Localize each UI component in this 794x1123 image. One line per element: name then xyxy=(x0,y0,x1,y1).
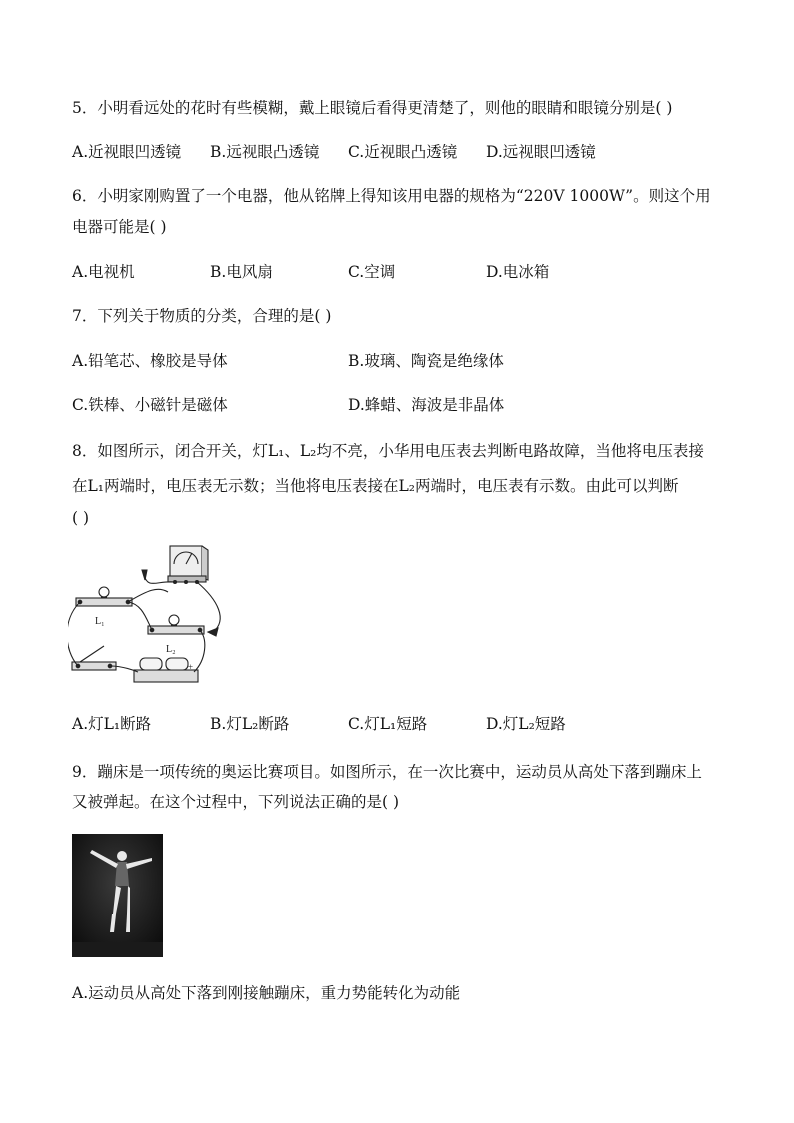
q5-option-d: D.远视眼凹透镜 xyxy=(486,143,596,161)
q8-option-a: A.灯L₁断路 xyxy=(72,715,152,733)
q5-stem: 5．小明看远处的花时有些模糊，戴上眼镜后看得更清楚了，则他的眼睛和眼镜分别是( ) xyxy=(72,99,673,117)
q8-stem-line2: 在L₁两端时，电压表无示数；当他将电压表接在L₂两端时，电压表有示数。由此可以判断 xyxy=(72,477,679,495)
q5-option-a: A.近视眼凹透镜 xyxy=(72,143,182,161)
q7-stem: 7．下列关于物质的分类，合理的是( ) xyxy=(72,307,332,325)
q7-option-a: A.铅笔芯、橡胶是导体 xyxy=(72,352,228,370)
q9-option-a: A.运动员从高处下落到刚接触蹦床，重力势能转化为动能 xyxy=(72,984,461,1002)
q5-option-c: C.近视眼凸透镜 xyxy=(348,143,458,161)
q8-option-c: C.灯L₁短路 xyxy=(348,715,428,733)
q6-option-c: C.空调 xyxy=(348,263,396,281)
q7-option-b: B.玻璃、陶瓷是绝缘体 xyxy=(348,352,504,370)
q8-option-d: D.灯L₂短路 xyxy=(486,715,566,733)
l1-label: L₁ xyxy=(95,616,105,627)
q6-option-b: B.电风扇 xyxy=(210,263,273,281)
q9-stem-line2: 又被弹起。在这个过程中，下列说法正确的是( ) xyxy=(72,793,400,811)
q6-stem-line2: 电器可能是( ) xyxy=(72,218,167,236)
q6-option-a: A.电视机 xyxy=(72,263,135,281)
q8-stem-line1: 8．如图所示，闭合开关，灯L₁、L₂均不亮，小华用电压表去判断电路故障，当他将电压表接 xyxy=(72,442,704,460)
q5-option-b: B.远视眼凸透镜 xyxy=(210,143,320,161)
l2-label: L₂ xyxy=(166,644,176,655)
plus-label: + xyxy=(188,662,194,672)
q8-option-b: B.灯L₂断路 xyxy=(210,715,290,733)
q8-stem-line3: ( ) xyxy=(72,509,90,527)
q6-option-d: D.电冰箱 xyxy=(486,263,550,281)
trampoline-photo xyxy=(72,834,163,957)
q7-option-c: C.铁棒、小磁针是磁体 xyxy=(72,396,228,414)
q7-option-d: D.蜂蜡、海波是非晶体 xyxy=(348,396,505,414)
circuit-diagram xyxy=(68,540,230,688)
q9-stem-line1: 9．蹦床是一项传统的奥运比赛项目。如图所示，在一次比赛中，运动员从高处下落到蹦床上 xyxy=(72,763,702,781)
q6-stem-line1: 6．小明家刚购置了一个电器，他从铭牌上得知该用电器的规格为“220V 1000W”。则这个用 xyxy=(72,187,711,205)
